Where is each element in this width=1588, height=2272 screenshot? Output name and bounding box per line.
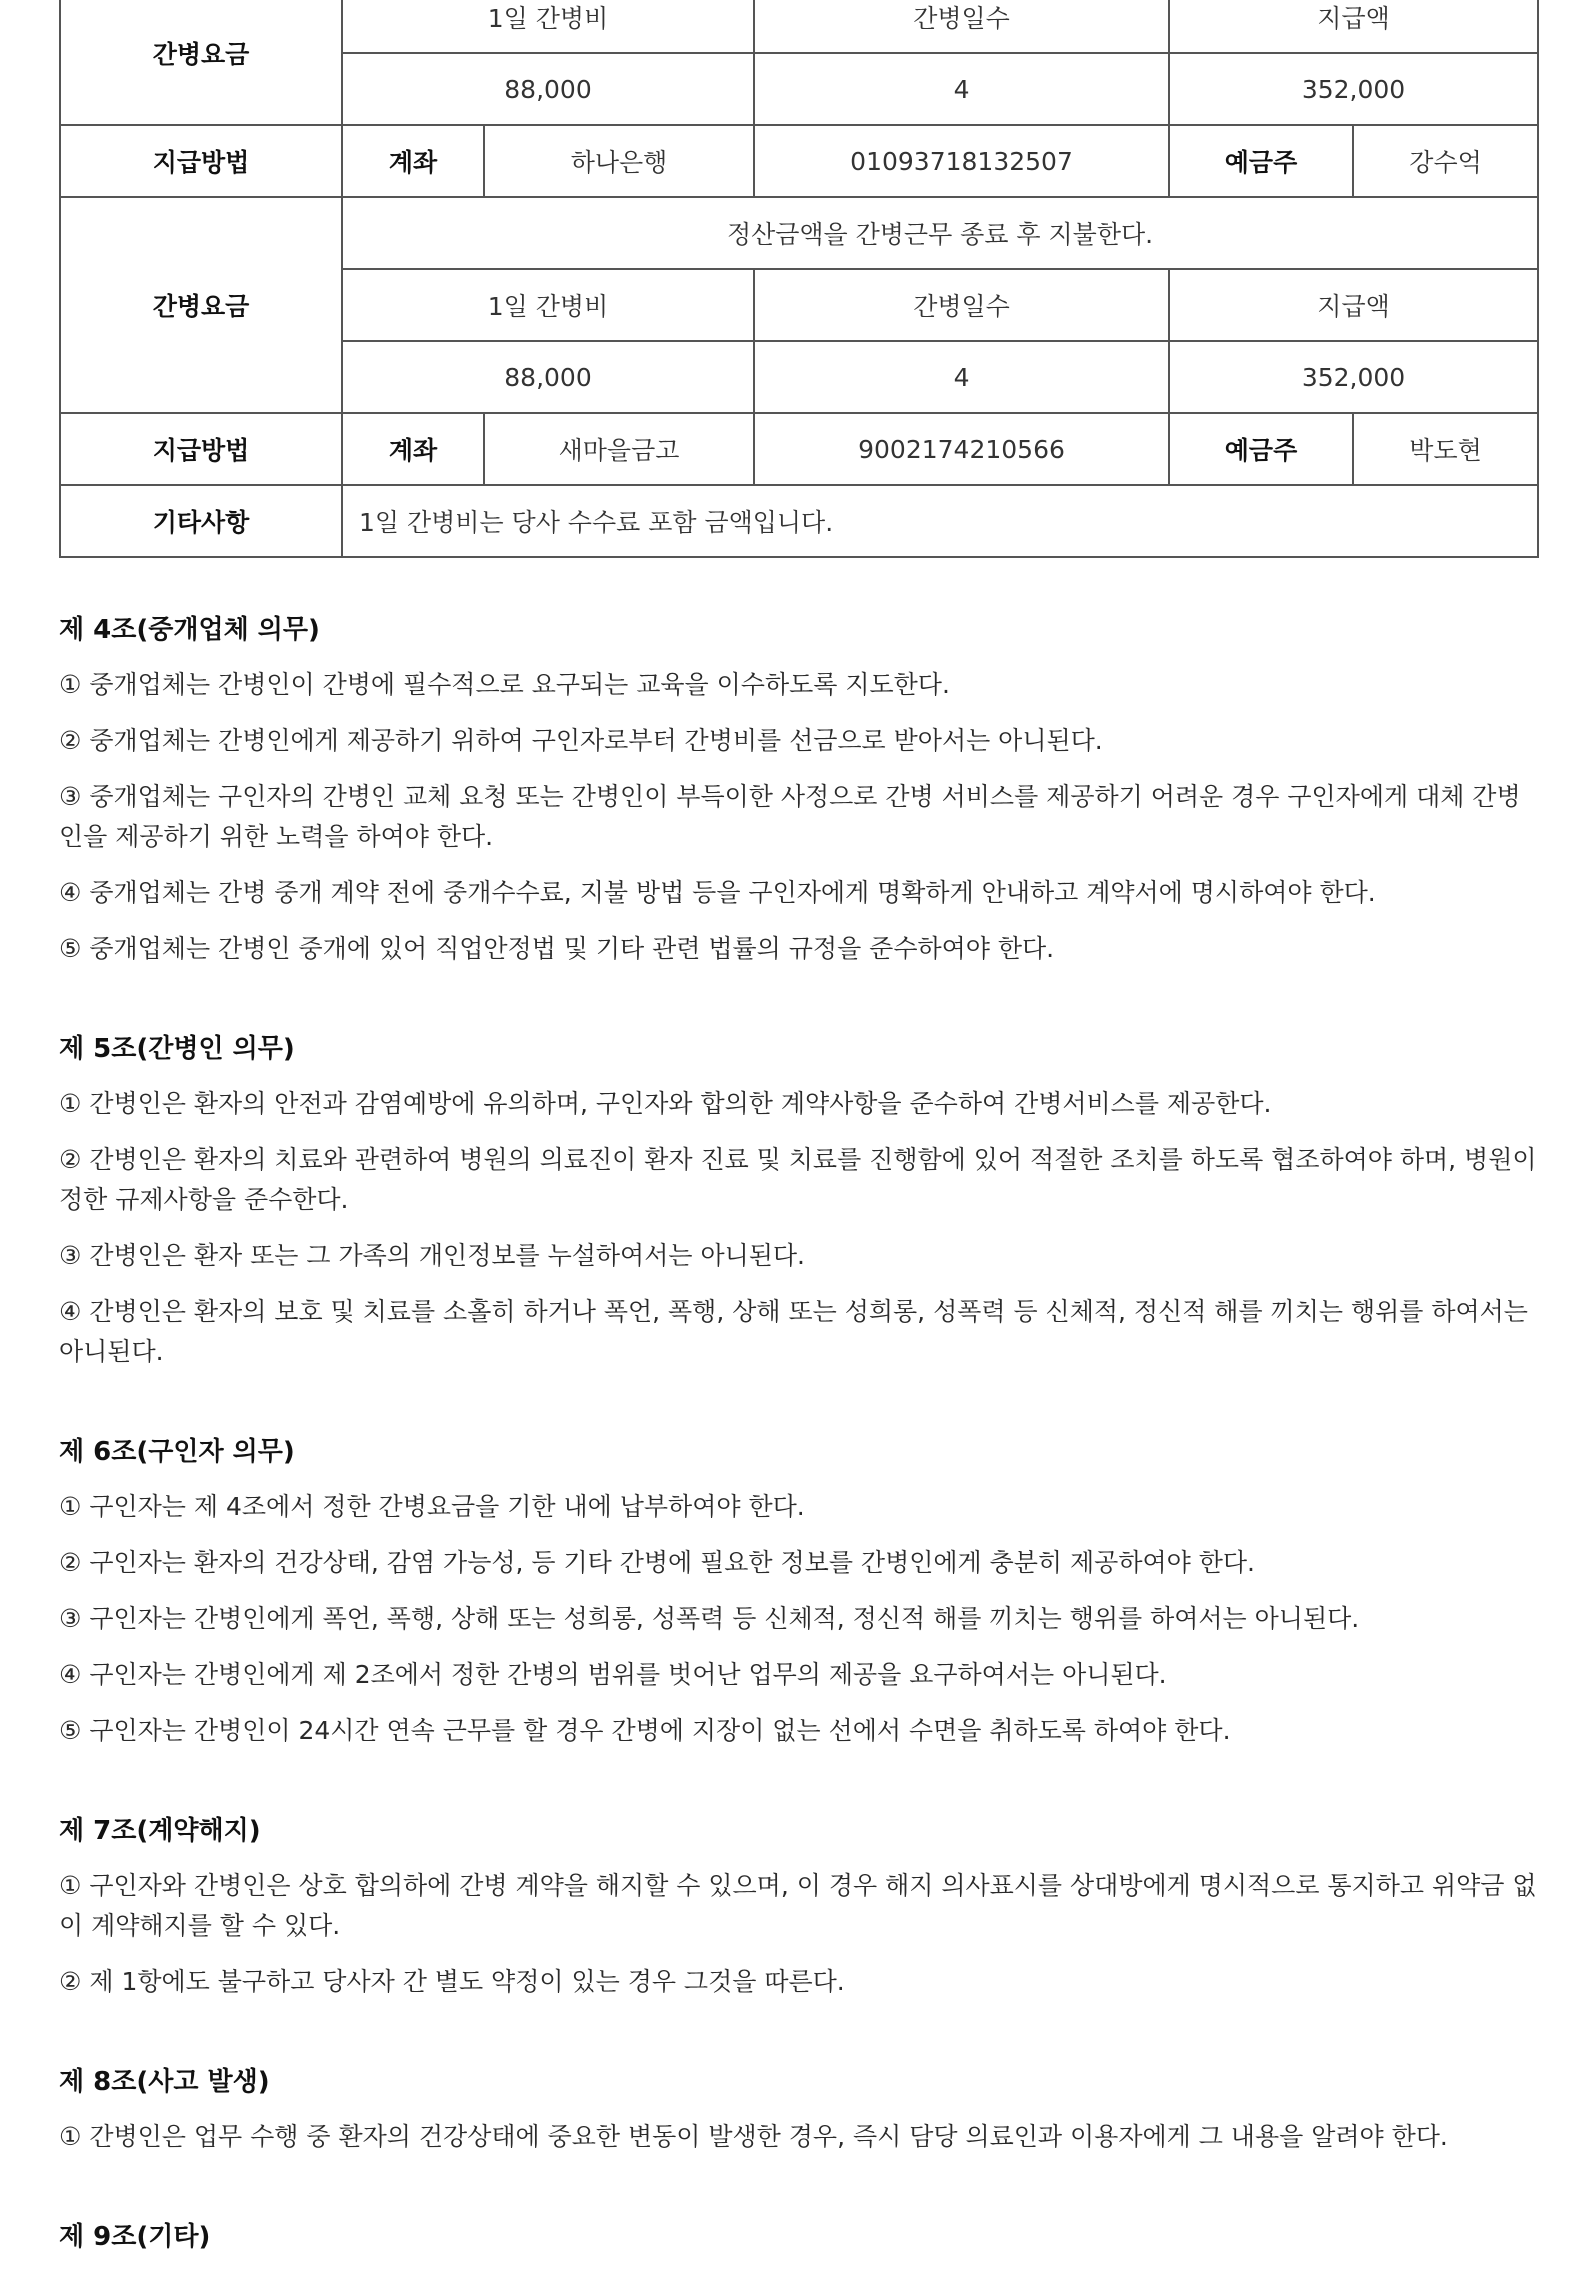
amount-value: 352,000: [1169, 53, 1538, 125]
etc-label: 기타사항: [60, 485, 342, 557]
account-number: 9002174210566: [754, 413, 1169, 485]
care-fee-table: [59, 0, 1539, 558]
days-value: 4: [754, 341, 1169, 413]
clause: ④ 구인자는 간병인에게 제 2조에서 정한 간병의 범위를 벗어난 업무의 제공을 요구하여서는 아니된다.: [59, 1660, 1167, 1689]
clause: ① 중개업체는 간병인이 간병에 필수적으로 요구되는 교육을 이수하도록 지도한다.: [59, 670, 950, 699]
clause: ⑤ 중개업체는 간병인 중개에 있어 직업안정법 및 기타 관련 법률의 규정을 준수하여야 한다.: [59, 934, 1055, 963]
table-row: [60, 413, 1538, 485]
clause: ④ 간병인은 환자의 보호 및 치료를 소홀히 하거나 폭언, 폭행, 상해 또는 성희롱, 성폭력 등 신체적, 정신적 해를 끼치는 행위를 하여서는 아니된다.: [59, 1297, 1528, 1366]
clause: ① 구인자는 제 4조에서 정한 간병요금을 기한 내에 납부하여야 한다.: [59, 1492, 805, 1521]
days-value: 4: [754, 53, 1169, 125]
fee-label: 간병요금: [60, 197, 342, 413]
articles: [59, 612, 1537, 2272]
clause: ① 간병인은 환자의 안전과 감염예방에 유의하며, 구인자와 합의한 계약사항을 준수하여 간병서비스를 제공한다.: [59, 1089, 1272, 1118]
table-row: [60, 0, 1538, 53]
article-7: [59, 1813, 1537, 2002]
account-label: 계좌: [342, 413, 484, 485]
payment-method-label: 지급방법: [60, 125, 342, 197]
col-daily-header: 1일 간병비: [342, 269, 754, 341]
account-label: 계좌: [342, 125, 484, 197]
clause: ⑤ 구인자는 간병인이 24시간 연속 근무를 할 경우 간병에 지장이 없는 선에서 수면을 취하도록 하여야 한다.: [59, 1716, 1231, 1745]
col-daily-header: 1일 간병비: [342, 0, 754, 53]
account-number: 01093718132507: [754, 125, 1169, 197]
article-4: [59, 612, 1537, 969]
bank-name: 새마을금고: [484, 413, 754, 485]
clause: ④ 중개업체는 간병 중개 계약 전에 중개수수료, 지불 방법 등을 구인자에게 명확하게 안내하고 계약서에 명시하여야 한다.: [59, 878, 1376, 907]
clause: ② 중개업체는 간병인에게 제공하기 위하여 구인자로부터 간병비를 선금으로 받아서는 아니된다.: [59, 726, 1103, 755]
article-title: 제 9조(기타): [59, 2222, 211, 2252]
article-8: [59, 2064, 1537, 2157]
payment-method-label: 지급방법: [60, 413, 342, 485]
clause: ② 구인자는 환자의 건강상태, 감염 가능성, 등 기타 간병에 필요한 정보를 간병인에게 충분히 제공하여야 한다.: [59, 1548, 1255, 1577]
fee-label: 간병요금: [60, 0, 342, 125]
clause: ② 제 1항에도 불구하고 당사자 간 별도 약정이 있는 경우 그것을 따른다.: [59, 1967, 845, 1996]
etc-text: 1일 간병비는 당사 수수료 포함 금액입니다.: [342, 485, 1538, 557]
col-amount-header: 지급액: [1169, 0, 1538, 53]
article-title: 제 6조(구인자 의무): [59, 1437, 295, 1467]
clause: ③ 간병인은 환자 또는 그 가족의 개인정보를 누설하여서는 아니된다.: [59, 1241, 805, 1270]
daily-fee-value: 88,000: [342, 341, 754, 413]
article-6: [59, 1434, 1537, 1751]
table-row: [60, 485, 1538, 557]
daily-fee-value: 88,000: [342, 53, 754, 125]
holder-label: 예금주: [1169, 413, 1353, 485]
table-row: [60, 125, 1538, 197]
amount-value: 352,000: [1169, 341, 1538, 413]
article-9: [59, 2219, 1537, 2255]
article-title: 제 7조(계약해지): [59, 1816, 261, 1846]
clause: ① 간병인은 업무 수행 중 환자의 건강상태에 중요한 변동이 발생한 경우, 즉시 담당 의료인과 이용자에게 그 내용을 알려야 한다.: [59, 2122, 1448, 2151]
article-5: [59, 1031, 1537, 1372]
clause: ③ 중개업체는 구인자의 간병인 교체 요청 또는 간병인이 부득이한 사정으로 간병 서비스를 제공하기 어려운 경우 구인자에게 대체 간병인을 제공하기 위한 노력을 하여야 한다.: [59, 782, 1521, 851]
clause: ③ 구인자는 간병인에게 폭언, 폭행, 상해 또는 성희롱, 성폭력 등 신체적, 정신적 해를 끼치는 행위를 하여서는 아니된다.: [59, 1604, 1360, 1633]
clause: ① 구인자와 간병인은 상호 합의하에 간병 계약을 해지할 수 있으며, 이 경우 해지 의사표시를 상대방에게 명시적으로 통지하고 위약금 없이 계약해지를 할 수 있다.: [59, 1871, 1537, 1940]
article-title: 제 5조(간병인 의무): [59, 1034, 295, 1064]
holder-label: 예금주: [1169, 125, 1353, 197]
col-days-header: 간병일수: [754, 269, 1169, 341]
holder-name: 강수억: [1353, 125, 1538, 197]
col-days-header: 간병일수: [754, 0, 1169, 53]
bank-name: 하나은행: [484, 125, 754, 197]
article-title: 제 8조(사고 발생): [59, 2067, 270, 2097]
holder-name: 박도현: [1353, 413, 1538, 485]
table-row: [60, 197, 1538, 269]
article-title: 제 4조(중개업체 의무): [59, 615, 320, 645]
settlement-note: 정산금액을 간병근무 종료 후 지불한다.: [342, 197, 1538, 269]
col-amount-header: 지급액: [1169, 269, 1538, 341]
clause: ② 간병인은 환자의 치료와 관련하여 병원의 의료진이 환자 진료 및 치료를 진행함에 있어 적절한 조치를 하도록 협조하여야 하며, 병원이 정한 규제사항을 준수한다.: [59, 1145, 1537, 1214]
